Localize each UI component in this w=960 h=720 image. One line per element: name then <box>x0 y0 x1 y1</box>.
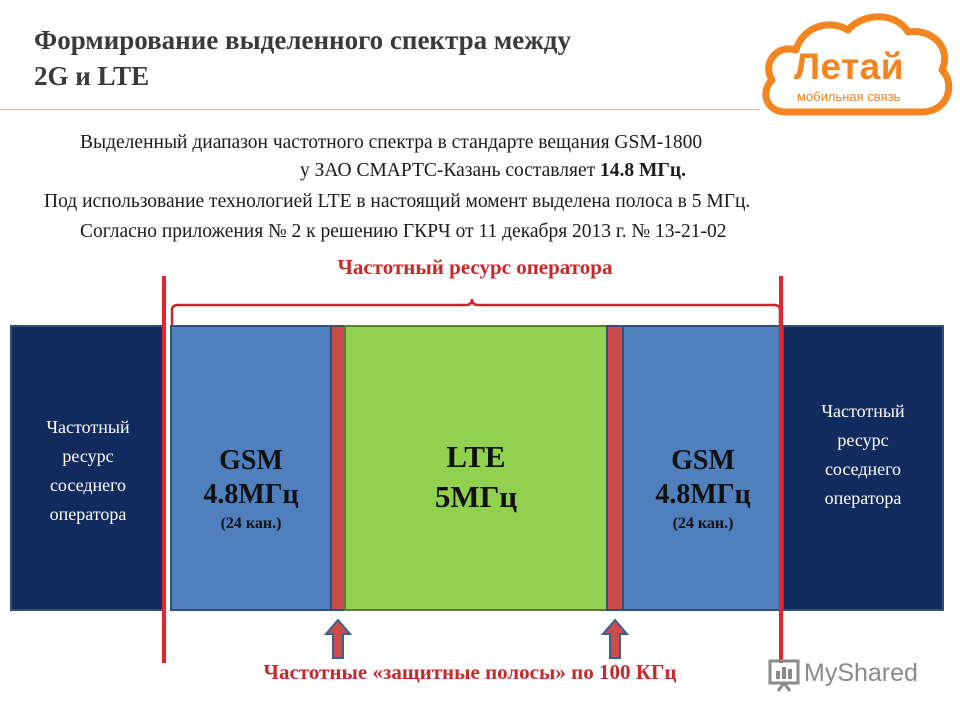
lte-band <box>344 325 608 611</box>
presentation-icon <box>768 657 800 693</box>
title-divider <box>0 109 760 110</box>
gsm-left-bandwidth: 4.8МГц <box>203 479 299 510</box>
guard-arrow-right-icon <box>601 618 629 660</box>
right-neighbor-label <box>784 327 942 513</box>
gsm-right-channels: (24 кан.) <box>672 515 734 532</box>
letai-logo <box>756 8 956 120</box>
intro-line-3: Под использование технологией LTE в настоящий момент выделена полоса в 5 МГц. <box>44 191 751 212</box>
operator-boundary-right <box>779 276 783 663</box>
intro-line-1: Выделенный диапазон частотного спектра в стандарте вещания GSM-1800 <box>80 132 703 153</box>
right-neighbor-band <box>782 325 944 611</box>
myshared-watermark <box>768 657 948 697</box>
left-neighbor-band <box>10 325 166 611</box>
right-neighbor-word-4: оператора <box>824 488 902 508</box>
watermark-text: MyShared <box>804 659 918 687</box>
title-line-1: Формирование выделенного спектра между <box>34 25 571 55</box>
guard-bands-label: Частотные «защитные полосы» по 100 КГц <box>263 660 677 684</box>
allocated-spectrum-value: 14.8 МГц. <box>600 160 686 181</box>
gsm-left-name: GSM <box>219 445 283 476</box>
left-neighbor-word-4: оператора <box>49 504 127 524</box>
left-neighbor-word-2: ресурс <box>62 446 114 466</box>
gsm-left-channels: (24 кан.) <box>220 515 282 532</box>
right-neighbor-word-3: соседнего <box>824 459 902 479</box>
logo-tagline: мобильная связь <box>797 89 901 104</box>
operator-resource-label: Частотный ресурс оператора <box>337 255 613 279</box>
gsm-right-bandwidth: 4.8МГц <box>655 479 751 510</box>
gsm-right-name: GSM <box>671 445 735 476</box>
gsm-right-band <box>622 325 784 611</box>
lte-bandwidth: 5МГц <box>434 479 518 514</box>
right-neighbor-word-1: Частотный <box>821 401 905 421</box>
title-line-2: 2G и LTE <box>34 61 150 91</box>
left-neighbor-word-1: Частотный <box>46 417 130 437</box>
operator-brace <box>160 290 800 330</box>
left-neighbor-label <box>12 327 164 529</box>
lte-name: LTE <box>446 439 506 474</box>
operator-boundary-left <box>162 276 166 663</box>
slide-title <box>34 22 734 94</box>
intro-line-2 <box>300 160 686 182</box>
intro-line-4: Согласно приложения № 2 к решению ГКРЧ от 11 декабря 2013 г. № 13-21-02 <box>80 221 727 242</box>
left-neighbor-word-3: соседнего <box>49 475 127 495</box>
right-neighbor-word-2: ресурс <box>837 430 889 450</box>
gsm-left-band <box>170 325 332 611</box>
intro-line-2-text: у ЗАО СМАРТС-Казань составляет <box>300 160 601 181</box>
logo-wordmark: Летай <box>794 46 904 87</box>
guard-arrow-left-icon <box>324 618 352 660</box>
